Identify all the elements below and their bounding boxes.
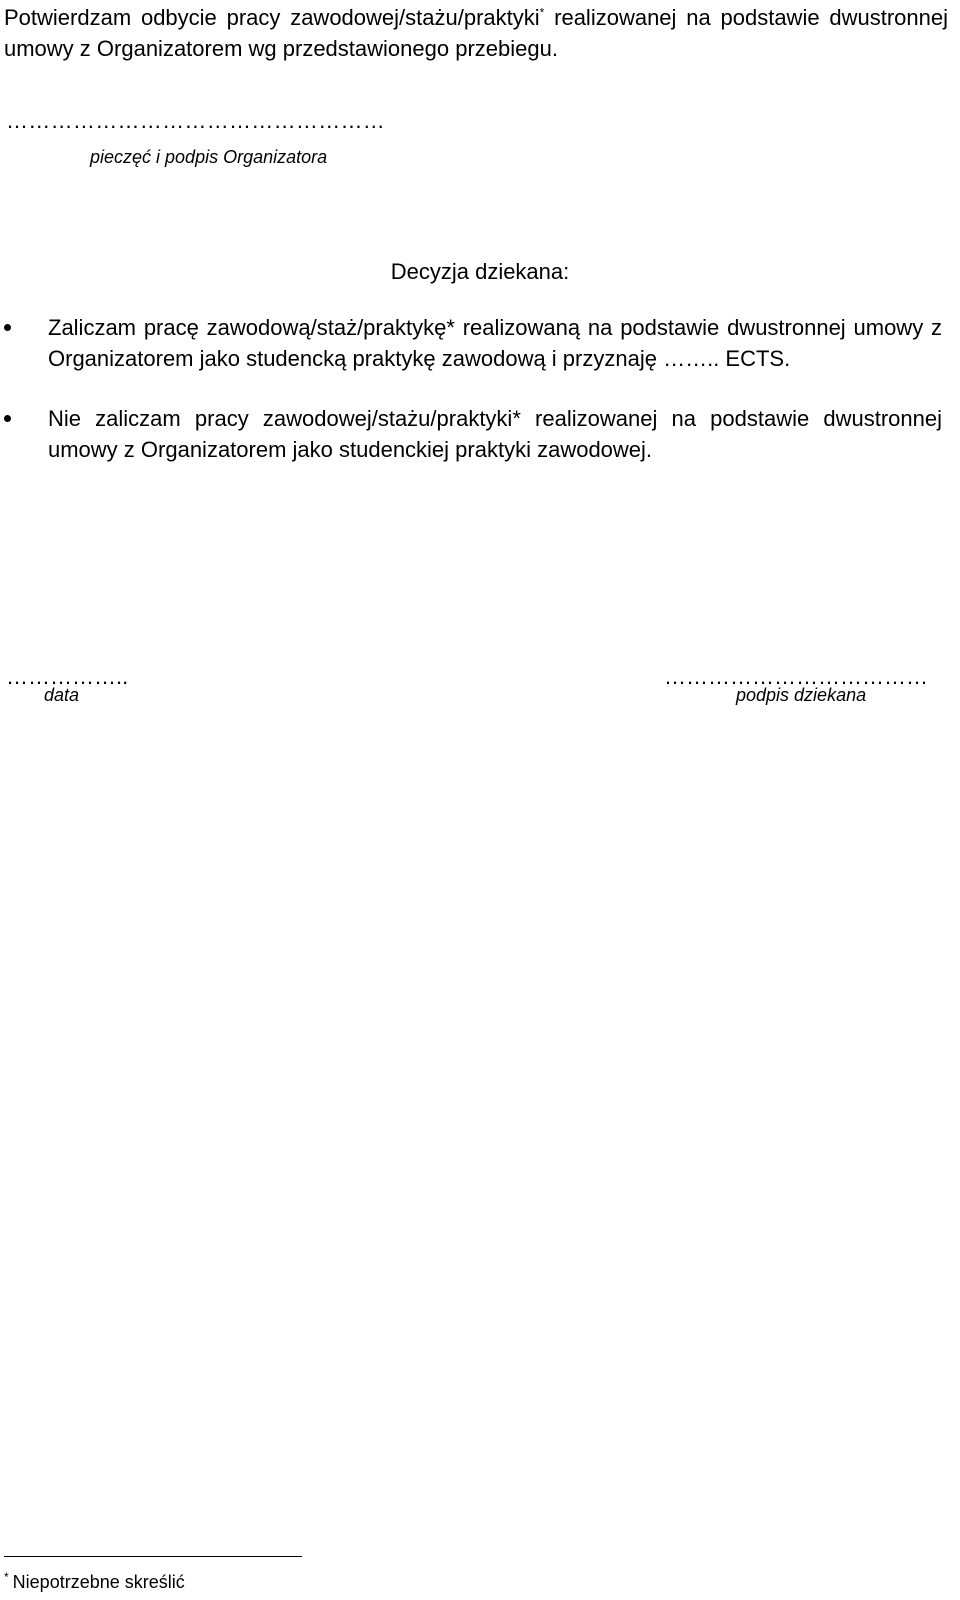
decision-option-text: Zaliczam pracę zawodową/staż/praktykę* realizowaną na podstawie dwustronnej umowy z Organizatorem jako studencką praktykę zawodową i przyznaję …….. ECTS. bbox=[48, 315, 942, 371]
dean-signature-line: ……………………………… bbox=[664, 664, 928, 689]
dean-signature-caption: podpis dziekana bbox=[736, 685, 867, 705]
dean-decision-heading: Decyzja dziekana: bbox=[390, 259, 570, 284]
bullet-icon bbox=[4, 324, 11, 331]
footnote bbox=[4, 1570, 185, 1594]
footnote-divider bbox=[4, 1556, 302, 1557]
footnote-text: Niepotrzebne skreślić bbox=[12, 1572, 185, 1592]
confirmation-text-start: Potwierdzam odbycie pracy zawodowej/stażu/praktyki bbox=[4, 5, 540, 30]
confirmation-text-end: realizowanej na podstawie dwustronnej umowy z Organizatorem wg przedstawionego przebiegu. bbox=[4, 5, 949, 61]
decision-option-approve bbox=[0, 312, 942, 374]
decision-option-reject bbox=[0, 403, 942, 465]
organizer-signature-caption: pieczęć i podpis Organizatora bbox=[90, 147, 328, 167]
bullet-icon bbox=[4, 415, 11, 422]
date-line: …………….. bbox=[6, 664, 129, 689]
dean-decision-options bbox=[0, 312, 960, 465]
organizer-signature-line: …………………………………………… bbox=[6, 108, 386, 133]
footnote-mark: * bbox=[4, 1570, 9, 1584]
decision-option-text: Nie zaliczam pracy zawodowej/stażu/praktyki* realizowanej na podstawie dwustronnej umowy z Organizatorem jako studenckiej praktyki zawodowej. bbox=[48, 406, 942, 462]
date-caption: data bbox=[44, 685, 80, 705]
footnote-mark: * bbox=[539, 5, 545, 20]
confirmation-paragraph bbox=[4, 2, 948, 64]
